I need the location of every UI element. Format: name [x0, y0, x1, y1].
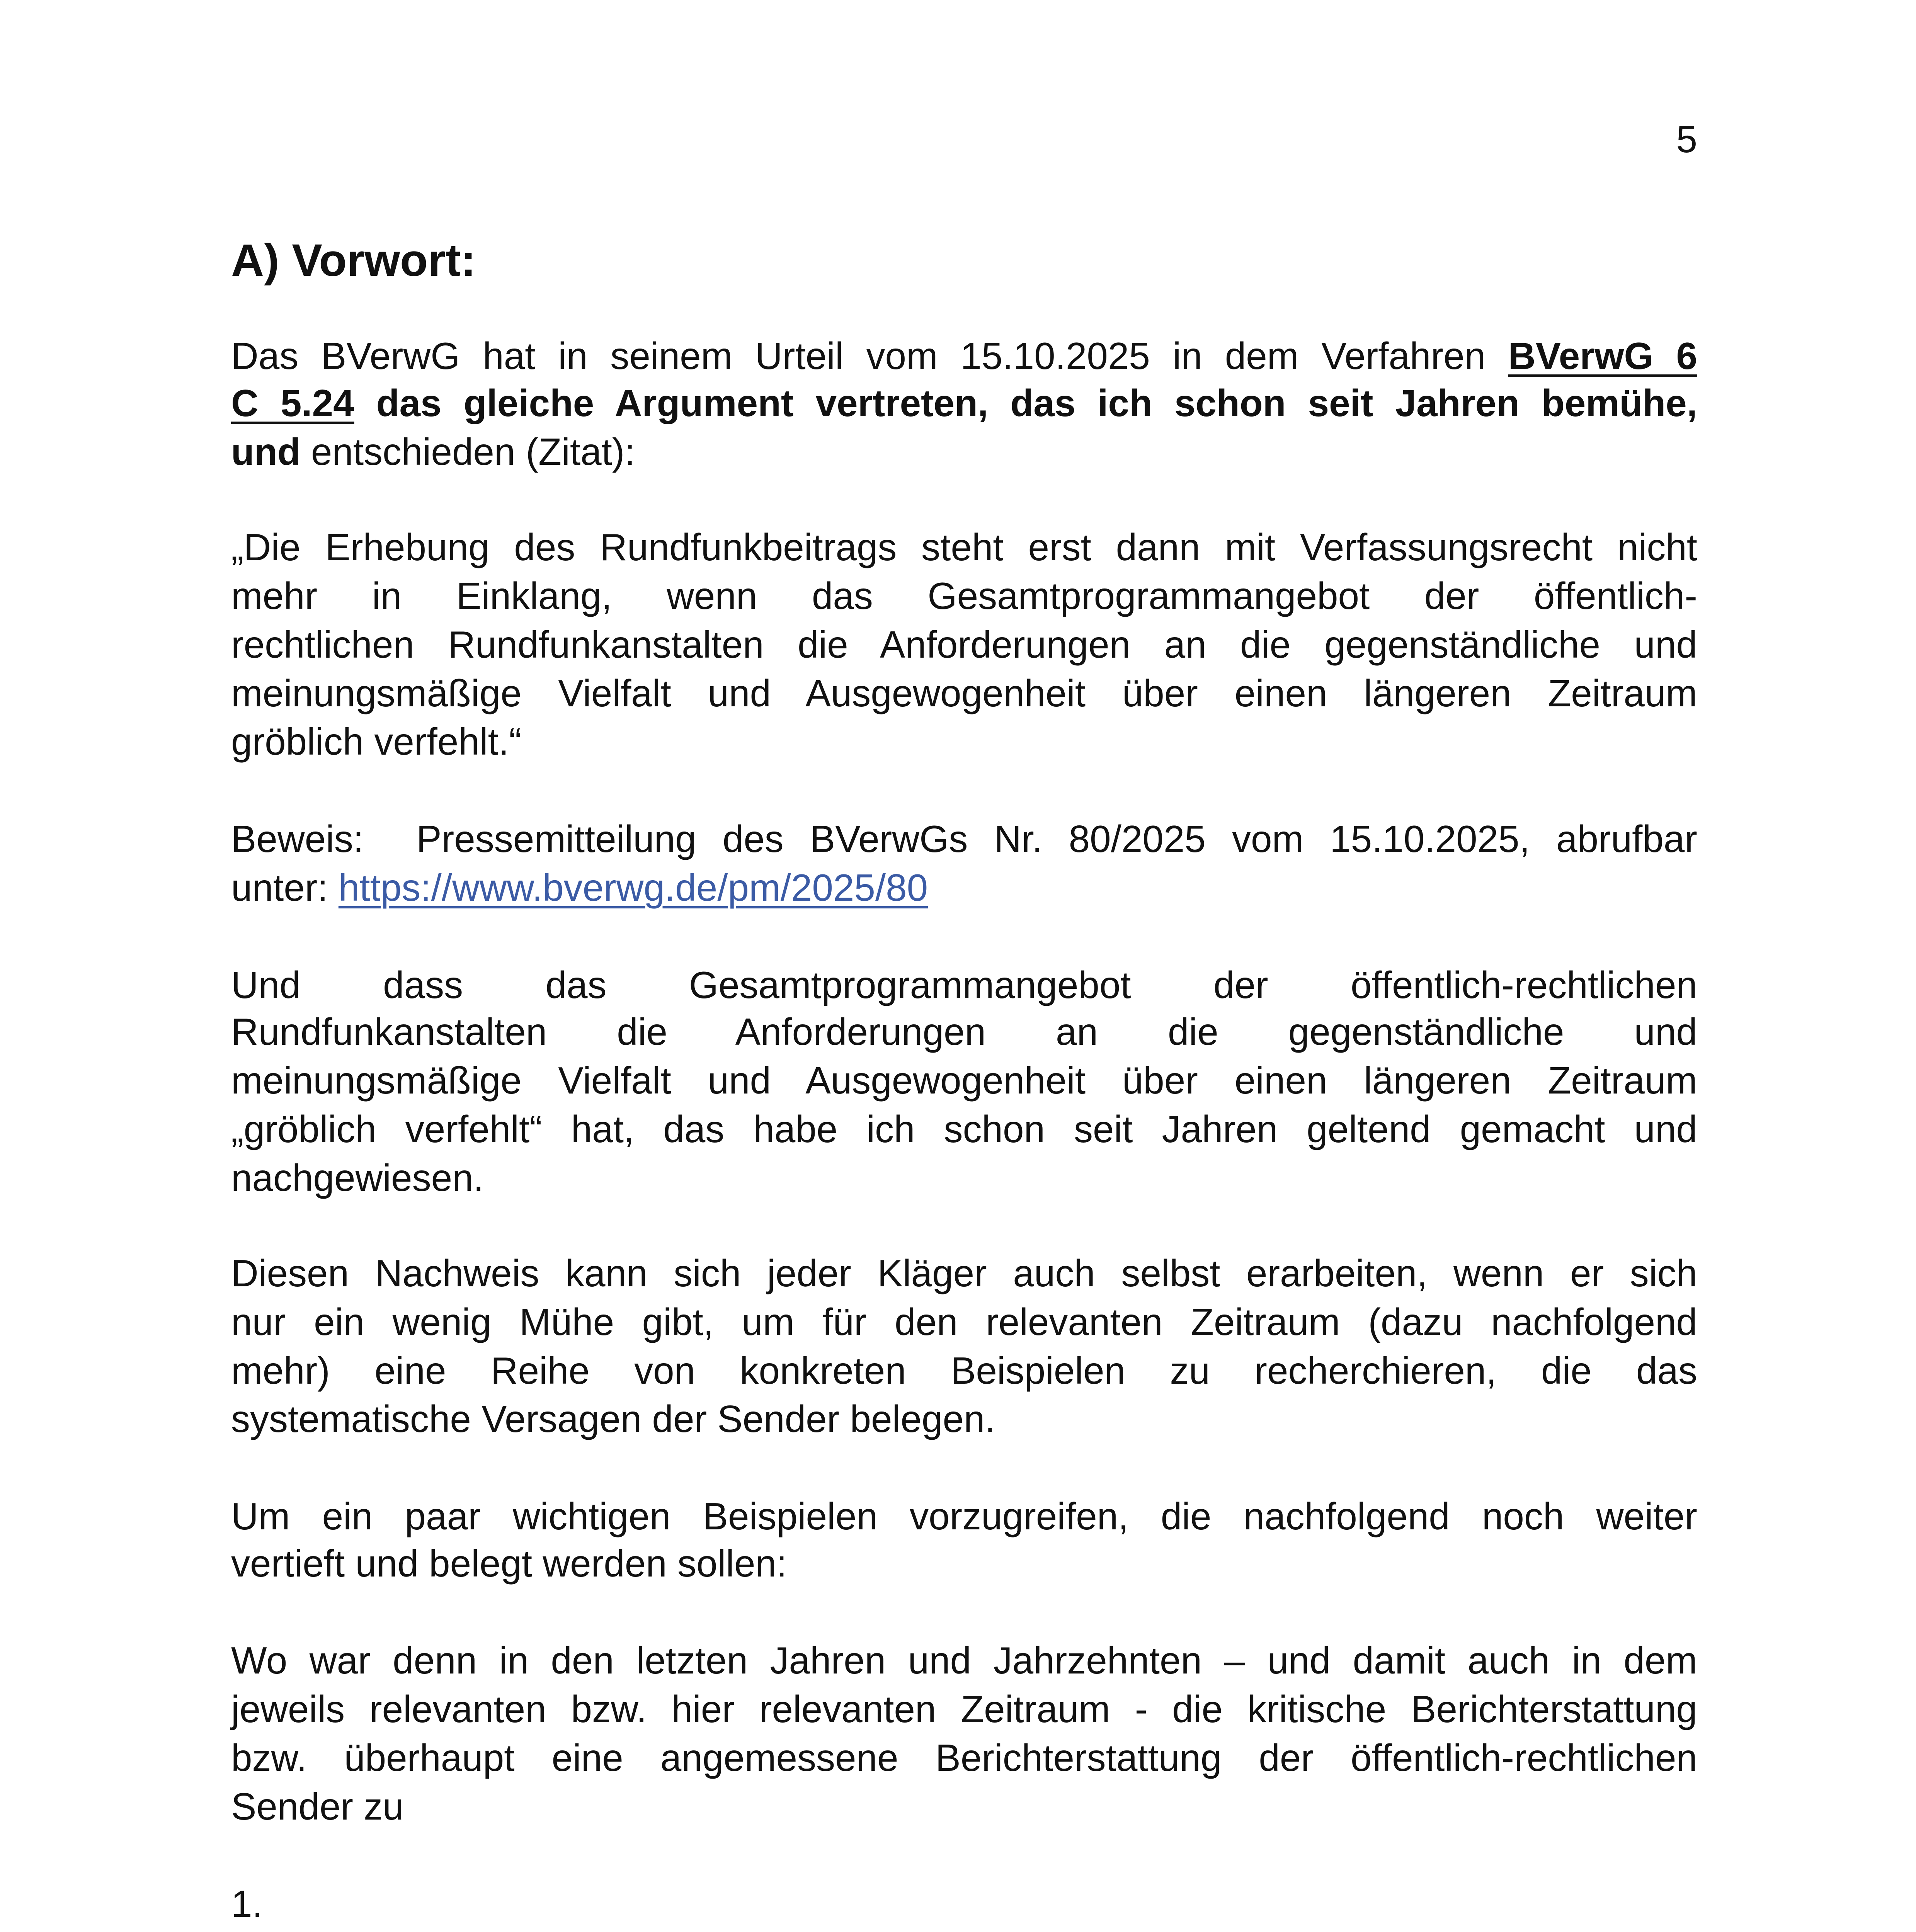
paragraph-line: mehr) eine Reihe von konkreten Beispielen zu recherchieren, die das	[231, 1349, 1697, 1392]
paragraph-line: gröblich verfehlt.“	[231, 720, 522, 763]
paragraph-line: Wo war denn in den letzten Jahren und Jahrzehnten – und damit auch in dem	[231, 1639, 1697, 1682]
paragraph-line: jeweils relevanten bzw. hier relevanten Zeitraum - die kritische Berichterstattung	[231, 1688, 1697, 1730]
text-segment: entschieden (Zitat):	[300, 430, 635, 473]
text-segment: unter:	[231, 866, 339, 909]
paragraph-line: Beweis: Pressemitteilung des BVerwGs Nr. 80/2025 vom 15.10.2025, abrufbar	[231, 818, 1697, 860]
page-number: 5	[1676, 118, 1697, 160]
paragraph-line	[231, 379, 1697, 427]
paragraph-line: „gröblich verfehlt“ hat, das habe ich schon seit Jahren geltend gemacht und	[231, 1108, 1697, 1150]
paragraph-line: nur ein wenig Mühe gibt, um für den relevanten Zeitraum (dazu nachfolgend	[231, 1301, 1697, 1343]
paragraph-line: Um ein paar wichtigen Beispielen vorzugreifen, die nachfolgend noch weiter	[231, 1495, 1697, 1537]
paragraph-line	[231, 427, 635, 476]
paragraph-line: nachgewiesen.	[231, 1156, 484, 1199]
paragraph-line: Sender zu	[231, 1785, 404, 1828]
press-release-link[interactable]: https://www.bverwg.de/pm/2025/80	[338, 866, 928, 909]
section-heading: A) Vorwort:	[231, 235, 476, 286]
paragraph-line: Und dass das Gesamtprogrammangebot der öffentlich-rechtlichen	[231, 964, 1697, 1006]
paragraph-line: mehr in Einklang, wenn das Gesamtprogrammangebot der öffentlich-	[231, 575, 1697, 617]
paragraph-line: meinungsmäßige Vielfalt und Ausgewogenheit über einen längeren Zeitraum	[231, 1059, 1697, 1102]
paragraph-line	[231, 863, 928, 912]
case-reference-link[interactable]: C 5.24	[231, 382, 354, 424]
paragraph-line: Rundfunkanstalten die Anforderungen an die gegenständliche und	[231, 1010, 1697, 1053]
bold-text: und	[231, 430, 301, 473]
paragraph-line: bzw. überhaupt eine angemessene Berichterstattung der öffentlich-rechtlichen	[231, 1736, 1697, 1779]
paragraph-line: rechtlichen Rundfunkanstalten die Anforderungen an die gegenständliche und	[231, 623, 1697, 666]
paragraph-line: Diesen Nachweis kann sich jeder Kläger auch selbst erarbeiten, wenn er sich	[231, 1252, 1697, 1294]
case-reference-link[interactable]: BVerwG 6	[1508, 335, 1697, 377]
paragraph-line: systematische Versagen der Sender belegen.	[231, 1398, 995, 1440]
paragraph-line: vertieft und belegt werden sollen:	[231, 1542, 787, 1585]
paragraph-line: „Die Erhebung des Rundfunkbeitrags steht erst dann mit Verfassungsrecht nicht	[231, 526, 1697, 568]
bold-text: das gleiche Argument vertreten, das ich schon seit Jahren bemühe,	[354, 382, 1697, 424]
list-item-number: 1.	[231, 1883, 263, 1925]
paragraph-line: meinungsmäßige Vielfalt und Ausgewogenheit über einen längeren Zeitraum	[231, 672, 1697, 714]
text-segment: Das BVerwG hat in seinem Urteil vom 15.10.2025 in dem Verfahren	[231, 335, 1508, 377]
paragraph-line	[231, 332, 1697, 380]
